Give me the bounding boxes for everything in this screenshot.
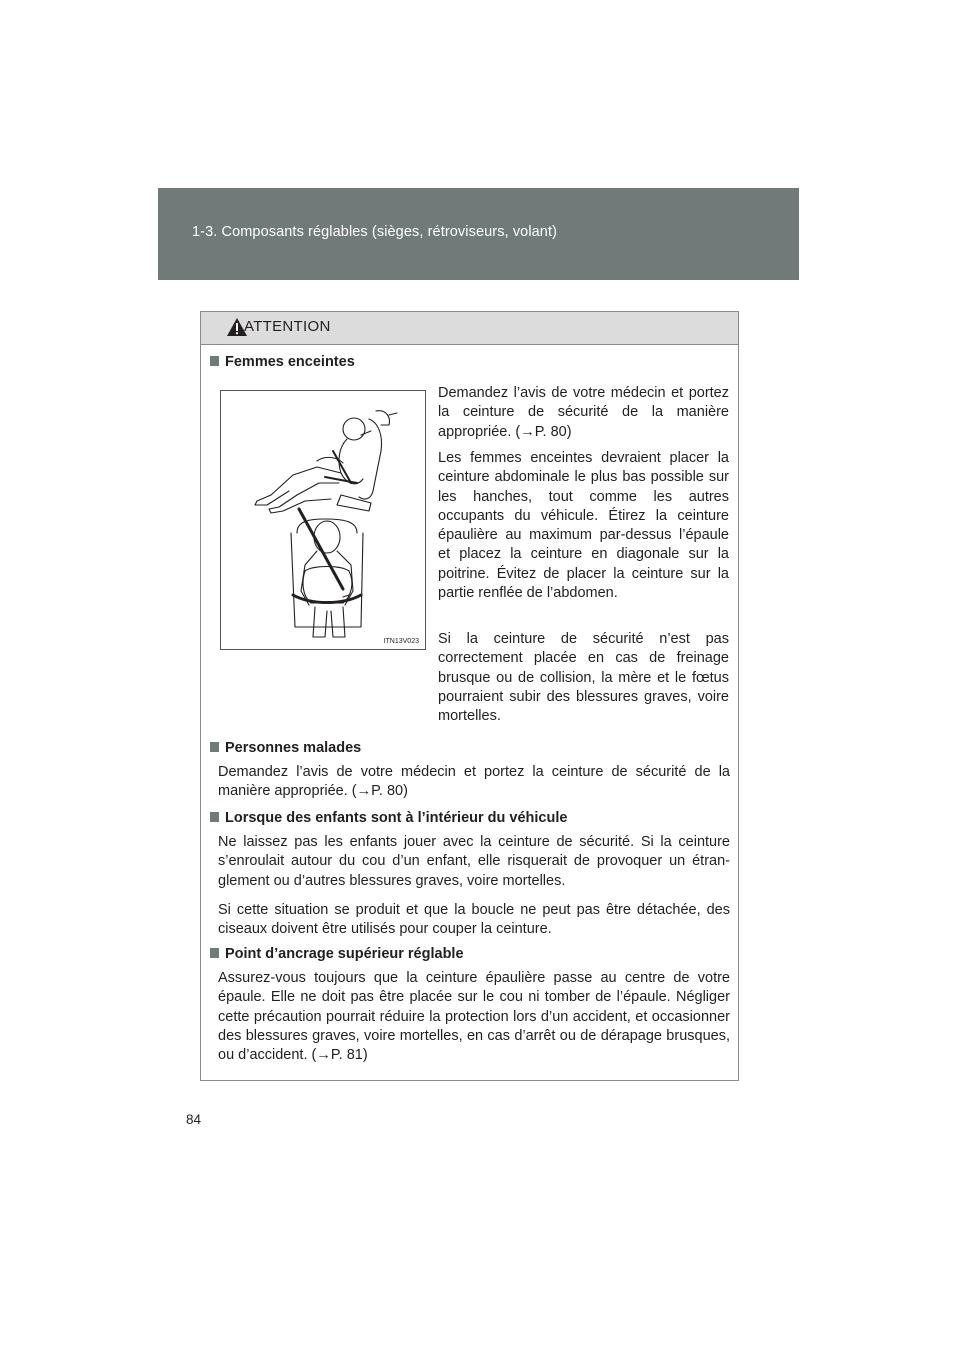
section-heading-children: Lorsque des enfants sont à l’intérieur du véhicule <box>210 810 567 826</box>
warning-header <box>201 312 738 345</box>
section-heading-pregnant: Femmes enceintes <box>210 354 355 370</box>
figure-code: ITN13V023 <box>383 638 419 645</box>
section-heading-anchor: Point d’ancrage supérieur réglable <box>210 946 464 962</box>
warning-title: ATTENTION <box>244 318 331 335</box>
warning-box <box>200 311 739 1081</box>
pregnant-para-3: Si la ceinture de sécurité n’est pas correctement placée en cas de freinage brusque ou de collision, la mère et le fœtus pourraient subir des blessures graves, voire mortelles. <box>438 631 729 725</box>
bullet-square-icon <box>210 356 219 366</box>
children-para-1: Ne laissez pas les enfants jouer avec la ceinture de sécurité. Si la ceinture s’enroulait autour du cou d’un enfant, elle risquerait de provoquer un étran-glement ou d’autres blessures graves, voire mortelles. <box>218 834 730 889</box>
bullet-square-icon <box>210 812 219 822</box>
bullet-square-icon <box>210 742 219 752</box>
bullet-square-icon <box>210 948 219 958</box>
pregnant-seatbelt-illustration <box>220 390 426 650</box>
chapter-title: 1-3. Composants réglables (sièges, rétroviseurs, volant) <box>192 224 558 240</box>
chapter-header <box>158 188 799 280</box>
seatbelt-illustration-icon <box>221 391 425 649</box>
pregnant-para-1: Demandez l’avis de votre médecin et portez la ceinture de sécurité de la manière appropriée. (→P. 80) <box>438 385 729 440</box>
page-number: 84 <box>186 1112 202 1127</box>
section-heading-sick: Personnes malades <box>210 740 361 756</box>
sick-para-1: Demandez l’avis de votre médecin et portez la ceinture de sécurité de la manière appropriée. (→P. 80) <box>218 764 730 800</box>
pregnant-para-2: Les femmes enceintes devraient placer la ceinture abdominale le plus bas possible sur les hanches, tout comme les autres occupants du véhicule. Étirez la ceinture épaulière au maximum par-dessus l’épaule et placez la ceinture en diagonale sur la poitrine. Évitez de placer la ceinture sur la partie renflée de l’abdomen. <box>438 450 729 602</box>
anchor-para-1: Assurez-vous toujours que la ceinture épaulière passe au centre de votre épaule. Elle ne doit pas être placée sur le cou ni tomber de l’épaule. Négliger cette précaution pourrait réduire la protection lors d’un accident, et occasionner des blessures graves, voire mortelles, en cas d’arrêt ou de dérapage brusques, ou d’accident. (→P. 81) <box>218 970 730 1064</box>
children-para-2: Si cette situation se produit et que la boucle ne peut pas être détachée, des ciseaux doivent être utilisés pour couper la ceinture. <box>218 902 730 938</box>
